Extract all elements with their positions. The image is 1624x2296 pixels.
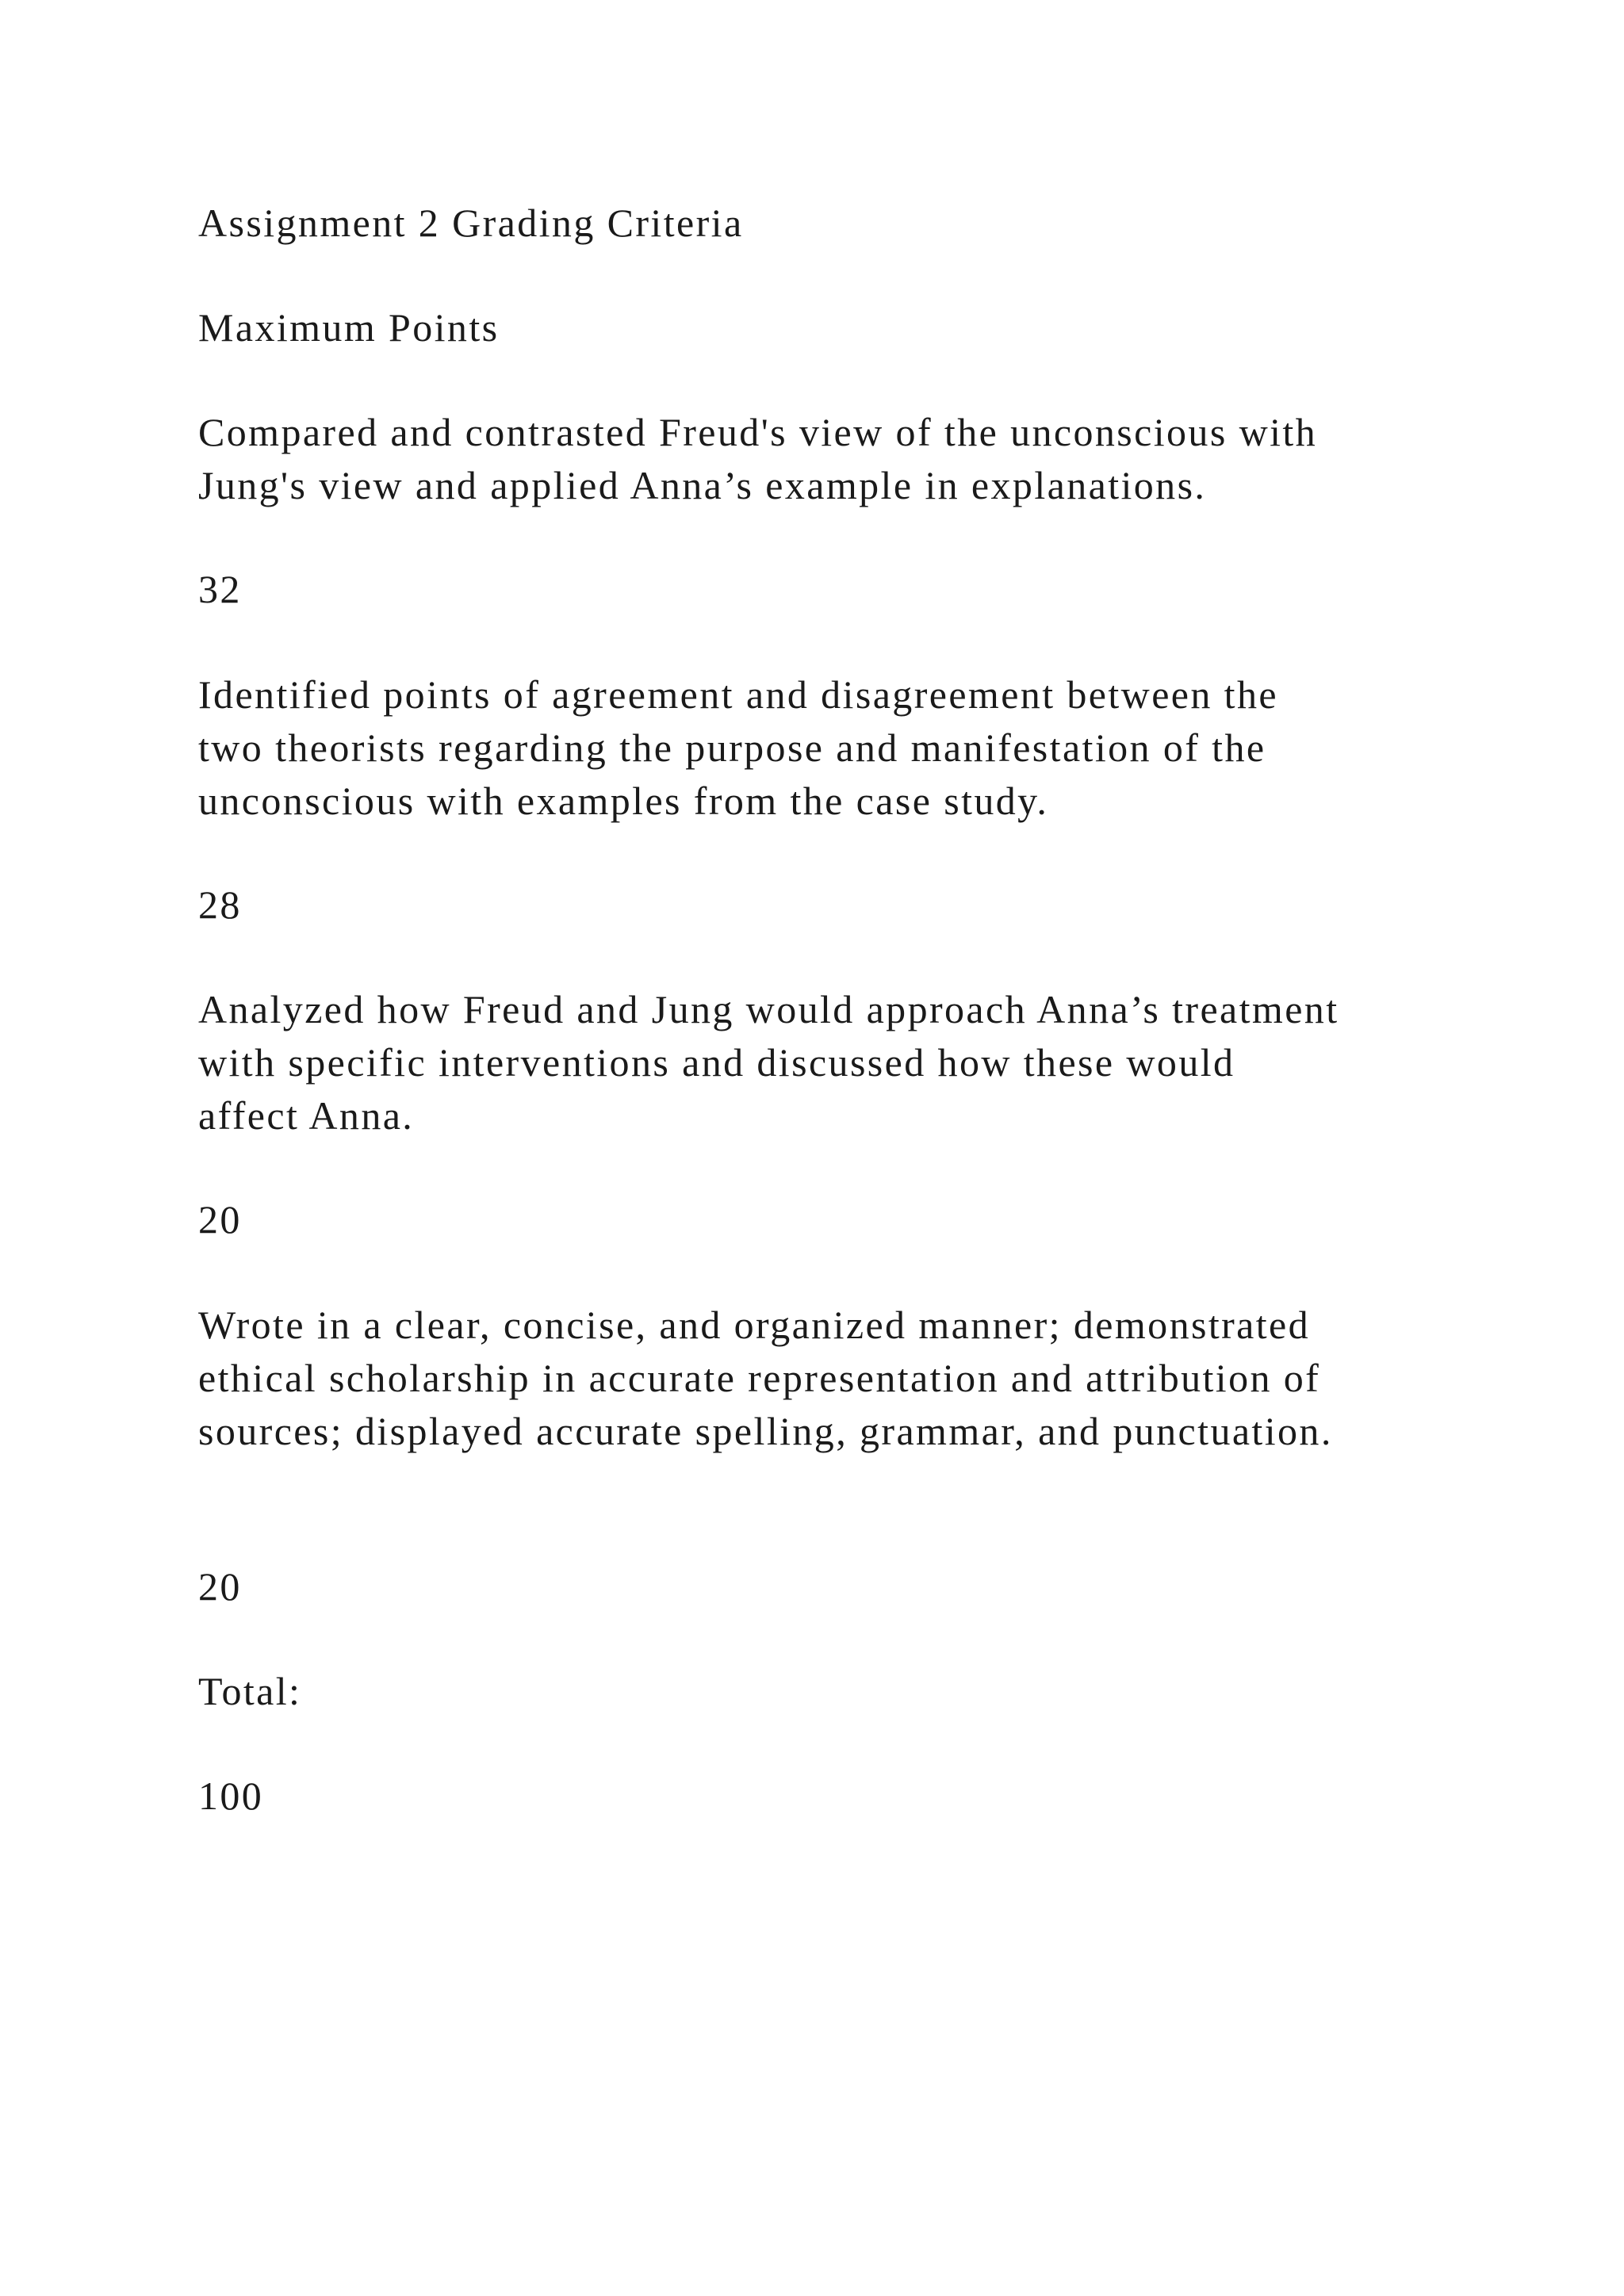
criterion-3-description	[198, 983, 1546, 1142]
criterion-3-line-3: affect Anna.	[198, 1093, 415, 1138]
criterion-1-line-1: Compared and contrasted Freud's view of the unconscious with	[198, 410, 1318, 454]
criterion-2-points: 28	[198, 882, 242, 927]
criterion-1-description	[198, 406, 1546, 512]
maximum-points-header: Maximum Points	[198, 305, 500, 350]
total-label: Total:	[198, 1669, 302, 1713]
criterion-2-line-1: Identified points of agreement and disagreement between the	[198, 672, 1278, 717]
criterion-3-points: 20	[198, 1197, 242, 1242]
criterion-2-line-2: two theorists regarding the purpose and manifestation of the	[198, 725, 1266, 770]
document-title: Assignment 2 Grading Criteria	[198, 201, 744, 245]
criterion-4-line-2: ethical scholarship in accurate representation and attribution of	[198, 1356, 1321, 1400]
criterion-3-line-1: Analyzed how Freud and Jung would approach Anna’s treatment	[198, 987, 1339, 1031]
criterion-1-line-2: Jung's view and applied Anna’s example in explanations.	[198, 463, 1207, 507]
criterion-3-line-2: with specific interventions and discussed how these would	[198, 1040, 1235, 1085]
criterion-1-points: 32	[198, 567, 242, 611]
criterion-4-line-3: sources; displayed accurate spelling, grammar, and punctuation.	[198, 1409, 1333, 1453]
total-value: 100	[198, 1774, 264, 1818]
criterion-2-line-3: unconscious with examples from the case study.	[198, 779, 1049, 823]
criterion-4-description	[198, 1299, 1546, 1458]
criterion-2-description	[198, 668, 1546, 828]
criterion-4-line-1: Wrote in a clear, concise, and organized manner; demonstrated	[198, 1303, 1311, 1347]
criterion-4-points: 20	[198, 1564, 242, 1609]
